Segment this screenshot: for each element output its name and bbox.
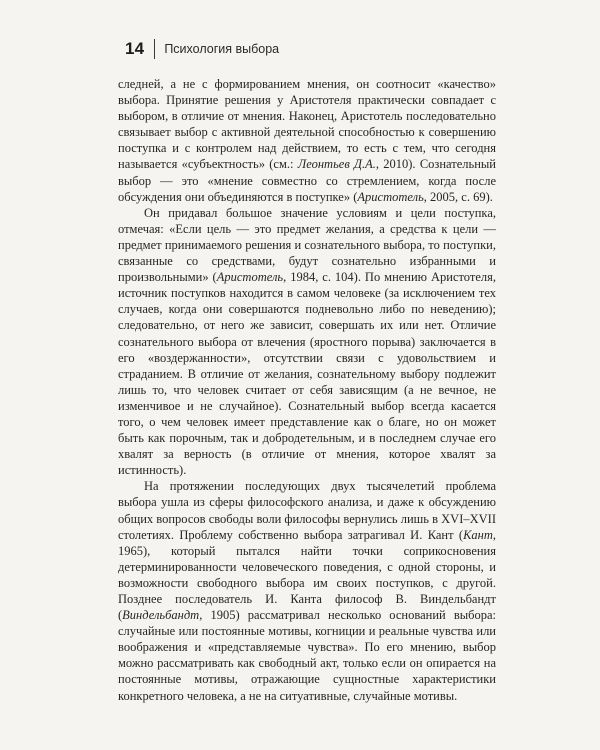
- text-run: следней, а не с формированием мнения, он соотносит «качество» выбора. Принятие решения у Аристотеля практически совпадает с выбором, в отличие от мнения. Наконец, Аристотель последовательно связывает выбор с активной деятельной способностью к совершению поступка и с контролем над действием, то есть с тем, что сегодня называется «субъектность» (см.:: [118, 77, 496, 172]
- page-header: [125, 38, 279, 60]
- text-run: , 1984, с. 104). По мнению Аристотеля, источник поступков находится в самом человеке (за исключением тех случаев, когда они совершаются подневольно либо по неведению); следовательно, от него же зависит, совершать их или нет. Отличие сознательного выбора от влечения (яростного порыва) заключается в его «воздержанности», отсутствии связи с удовольствием и страданием. В отличие от желания, сознательному выбору подлежит лишь то, что человек считает от себя зависящим (а не вечное, не изменчивое и не случайное). Сознательный выбор всегда касается того, о чем человек имеет представление как о благе, но он может быть как порочным, так и добродетельным, и в последнем случае его хвалят за верность (в отличие от мнения, которое хвалят за истинность).: [118, 270, 497, 478]
- paragraph-2: [118, 205, 496, 479]
- text-run: , 1965), который пытался найти точки соприкосновения детерминированности человеческого поведения, с одной стороны, и возможности свободного выбора им своих поступков, с другой. Позднее последователь И. Канта философ В. Виндельбандт (: [118, 527, 496, 623]
- text-run: На протяжении последующих двух тысячелетий проблема выбора ушла из сферы философского анализа, и даже к обсуждению общих вопросов свободы воли философы вернулись лишь в XVI–XVII столетиях. Проблему собственно выбора затрагивал И. Кант (: [118, 479, 496, 542]
- citation-author: Аристотель: [216, 270, 284, 285]
- citation-author: Виндельбандт: [122, 608, 200, 623]
- page-number: 14: [125, 39, 145, 58]
- paragraph-1: [118, 76, 496, 205]
- body-text: [118, 76, 496, 704]
- text-run: , 2005, с. 69).: [423, 189, 493, 204]
- citation-author: Леонтьев Д.А.: [297, 157, 376, 172]
- text-run: Он придавал большое значение условиям и цели поступка, отмечая: «Если цель — это предмет желания, а средства к цели — предмет принимаемого решения и сознательного выбора, то поступки, связанные со средствами, будут сознательно избранными и произвольными» (: [118, 205, 496, 285]
- citation-author: Аристотель: [357, 189, 424, 204]
- paragraph-3: [118, 478, 496, 703]
- text-run: , 1905) рассматривал несколько оснований выбора: случайные или постоянные мотивы, когниции и реальные чувства или воображения и «представляемые чувства». По его мнению, выбор можно рассматривать как свободный акт, только если он опирается на постоянные мотивы, отражающие сущностные характеристики конкретного человека, а не на ситуативные, случайные мотивы.: [118, 608, 496, 703]
- text-run: , 2010). Сознательный выбор — это «мнение совместно со стремлением, когда после обсуждения они объединяются в поступке» (: [118, 157, 496, 204]
- header-divider: [154, 39, 155, 59]
- running-title: Психология выбора: [164, 42, 280, 56]
- citation-author: Кант: [463, 527, 493, 542]
